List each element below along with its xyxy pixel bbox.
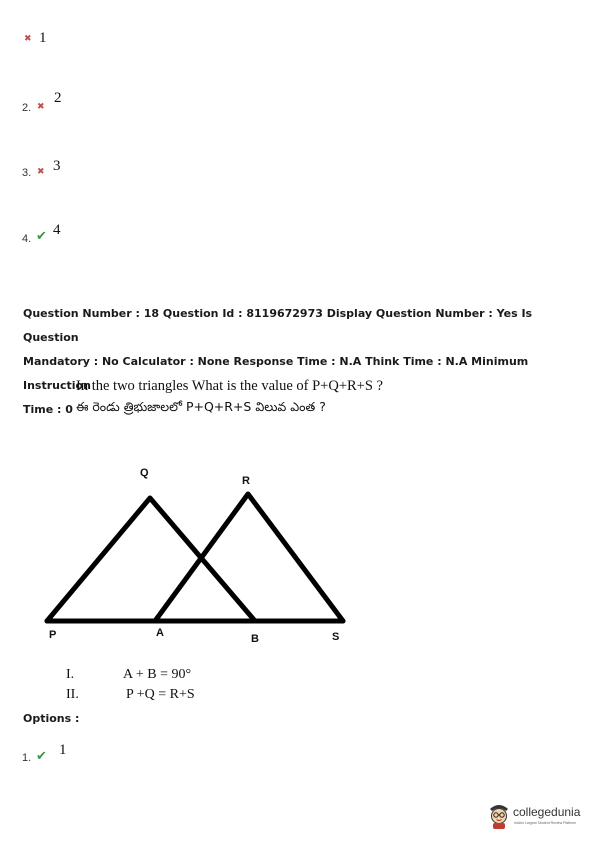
question-text-english: In the two triangles What is the value of P+Q+R+S ? bbox=[76, 378, 383, 394]
option-number: 2. bbox=[22, 102, 32, 114]
condition-text: P +Q = R+S bbox=[126, 687, 195, 702]
checkmark-icon: ✔ bbox=[36, 229, 47, 244]
option-value: 3 bbox=[53, 158, 61, 174]
cross-icon: ✖ bbox=[37, 102, 45, 112]
condition-text: A + B = 90° bbox=[123, 667, 192, 682]
option-number: 4. bbox=[22, 233, 32, 245]
collegedunia-logo bbox=[487, 798, 591, 832]
label-a: A bbox=[156, 627, 164, 639]
logo-name: collegedunia bbox=[513, 805, 581, 819]
triangle-ars bbox=[155, 494, 343, 621]
label-q: Q bbox=[140, 467, 149, 479]
option-value: 2 bbox=[54, 90, 62, 106]
option-value: 1 bbox=[39, 30, 47, 46]
cross-icon: ✖ bbox=[24, 34, 32, 44]
option-number: 1. bbox=[22, 752, 32, 764]
condition-roman: I. bbox=[66, 667, 75, 682]
logo-tagline: India's Largest Student Review Platform bbox=[514, 821, 577, 825]
checkmark-icon: ✔ bbox=[36, 749, 47, 764]
label-p: P bbox=[49, 629, 57, 641]
label-r: R bbox=[242, 475, 250, 487]
question-text-telugu: ఈ రెండు త్రిభుజాలలో P+Q+R+S విలువ ఎంత ? bbox=[76, 399, 326, 414]
options-label: Options : bbox=[23, 712, 80, 725]
option-value: 4 bbox=[53, 222, 61, 238]
option-value: 1 bbox=[59, 742, 67, 758]
label-b: B bbox=[251, 633, 259, 645]
option-number: 3. bbox=[22, 167, 32, 179]
question-meta-line-1: Question Number : 18 Question Id : 8119672973 Display Question Number : Yes Is Question bbox=[23, 307, 533, 344]
triangles-diagram bbox=[0, 450, 595, 650]
condition-roman: II. bbox=[66, 687, 79, 702]
question-meta-line-3: Time : 0 bbox=[23, 403, 73, 416]
label-s: S bbox=[332, 631, 340, 643]
cross-icon: ✖ bbox=[37, 167, 45, 177]
mascot-icon bbox=[487, 800, 511, 830]
triangle-pqb bbox=[47, 498, 255, 621]
question-meta-line-2: Mandatory : No Calculator : None Response Time : N.A Think Time : N.A Minimum Instruction bbox=[23, 355, 529, 392]
